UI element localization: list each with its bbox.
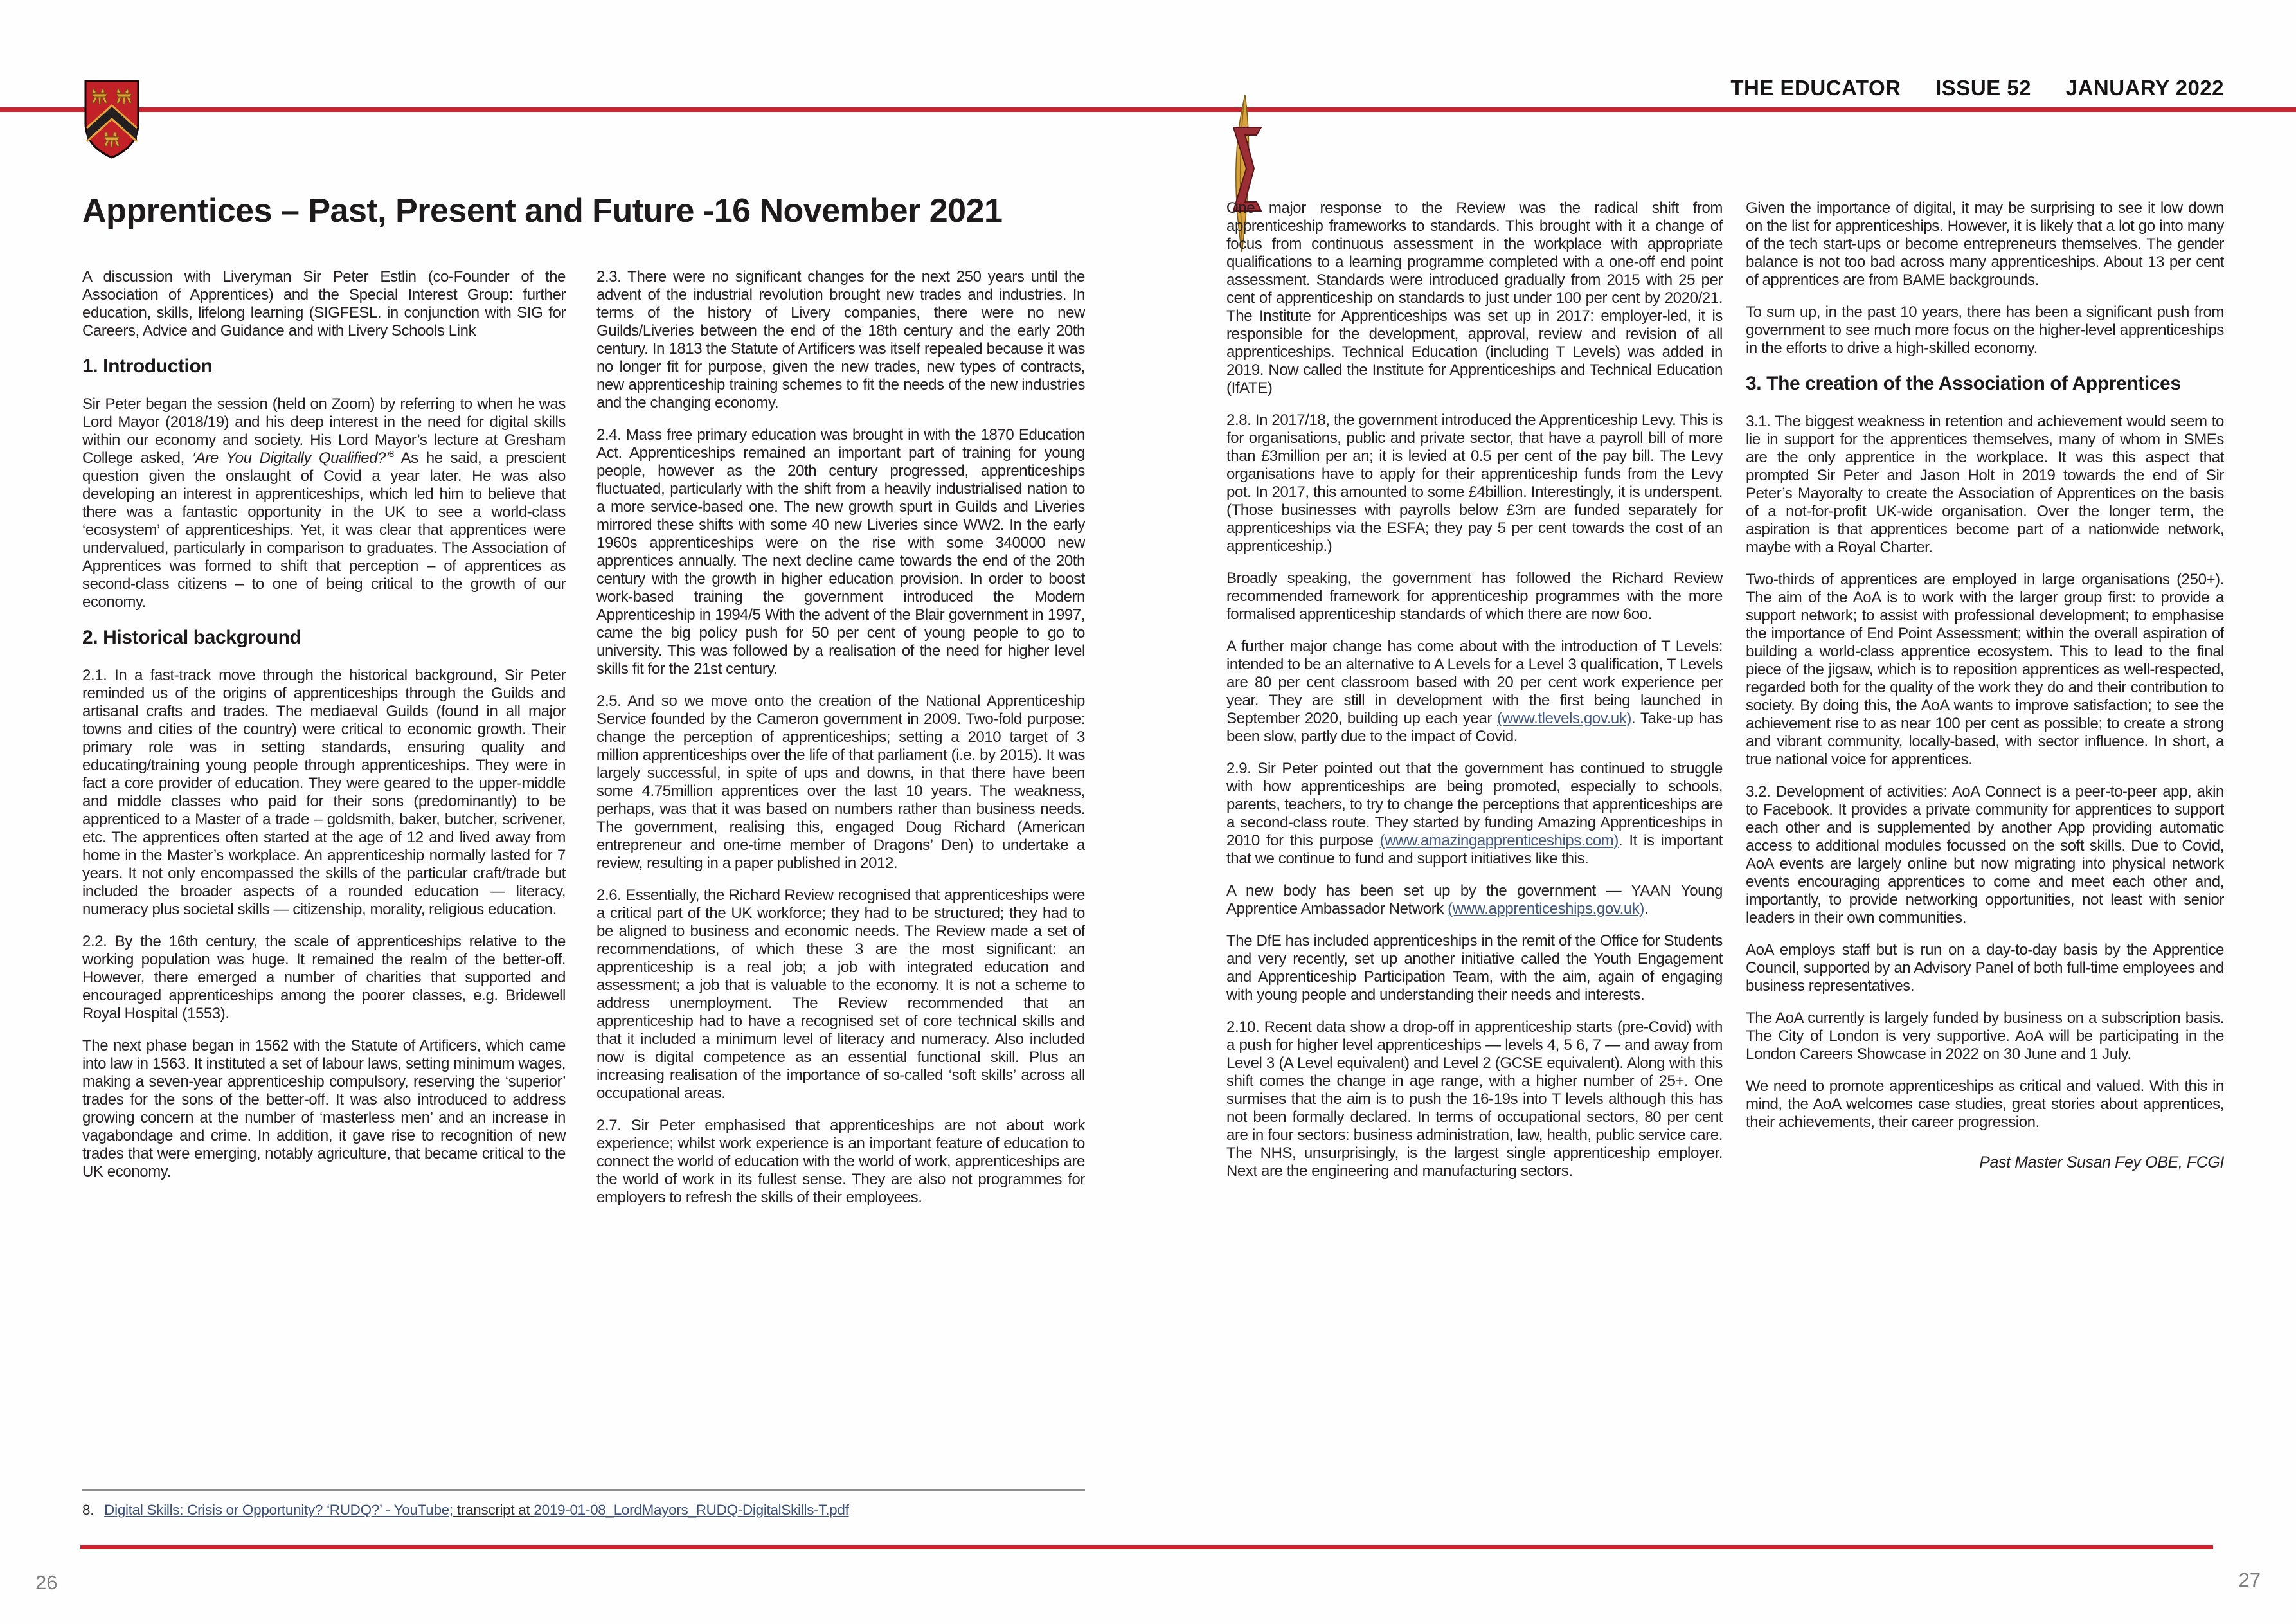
text-run: Broadly speaking, the government has followed the Richard Review recommended framework for apprenticeship programmes with the more formalised apprenticeship standards of which there are now 6oo. [1226,570,1723,623]
body-paragraph [82,933,566,1023]
masthead [1730,76,2224,100]
footnote-link-pdf[interactable]: 2019-01-08_LordMayors_RUDQ-DigitalSkills-T.pdf [534,1502,849,1518]
body-paragraph [1226,570,1723,624]
text-run: 3.1. The biggest weakness in retention and achievement would seem to lie in support for the apprentices themselves, many of whom in SMEs are the only apprentice in the workplace. It was this aspect that prompted Sir Peter and Jason Holt in 2019 towards the end of Sir Peter’s Mayoralty to create the Association of Apprentices on the basis of a not-for-profit UK-wide organisation. Over the longer term, the aspiration is that apprentices become part of a nationwide network, maybe with a Royal Charter. [1746,413,2224,556]
column-right-a [1226,199,1723,1540]
footnote-marker: 8 [389,449,394,460]
footnote-divider [82,1489,1085,1491]
text-run: 2.2. By the 16th century, the scale of apprenticeships relative to the working population was huge. It remained the realm of the better-off. However, there emerged a number of charities that supported and encouraged apprenticeships among the poorer classes, e.g. Bridewell Royal Hospital (1553). [82,933,566,1022]
page-number-right: 27 [2238,1569,2261,1591]
text-run: 2.7. Sir Peter emphasised that apprenticeships are not about work experience; whilst work experience is an important feature of education to connect the world of education with the world of work, apprenticeships are the world of work in its fullest sense. They are also not programmes for employers to refresh the skills of their employees. [596,1117,1085,1206]
body-paragraph [1746,1009,2224,1063]
body-paragraph [596,887,1085,1103]
footnote-number: 8. [82,1502,94,1518]
text-run: 2.6. Essentially, the Richard Review recognised that apprenticeships were a critical part of the UK workforce; they had to be structured; they had to be aligned to business and economic needs. The Review made a set of recommendations, of which these 3 are the most significant: an apprenticeship is a real job; a job with integrated education and assessment; a job that is valuable to the economy. It is not a scheme to address unemployment. The Review recommended that an apprenticeship had to have a recognised set of core technical skills and that it included a minimum level of literacy and numeracy. Also included now is digital competence as an essential functional skill. Plus an increasing realisation of the importance of so-called ‘soft skills’ across all occupational areas. [596,887,1085,1102]
livery-crest-icon [82,77,141,161]
author-byline: Past Master Susan Fey OBE, FCGI [1979,1153,2224,1171]
body-paragraph [596,1117,1085,1207]
inline-link[interactable]: (www.apprenticeships.gov.uk) [1448,900,1644,917]
body-paragraph [1226,760,1723,868]
body-paragraph [1746,571,2224,769]
text-run: One major response to the Review was the radical shift from apprenticeship frameworks to standards. This brought with it a change of focus from continuous assessment in the workplace with appropriate qualifications to a learning programme completed with a one-off end point assessment. Standards were introduced gradually from 2015 with 25 per cent of apprenticeship on standards to just under 100 per cent by 2020/21. The Institute for Apprenticeships was set up in 2017: employer-led, it is responsible for the development, approval, review and revision of all apprenticeships. Technical Education (including T Levels) was added in 2019. Now called the Institute for Apprenticeships and Technical Education (IfATE) [1226,199,1723,397]
text-run: 2.5. And so we move onto the creation of the National Apprenticeship Service founded by the Cameron government in 2009. Two-fold purpose: change the perception of apprenticeships; setting a 2010 target of 3 million apprenticeships over the life of that parliament (i.e. by 2015). It was largely successful, in spite of ups and downs, in that there have been some 4.75million apprentices over the last 10 years. The weakness, perhaps, was that it was based on numbers rather than business needs. The government, realising this, engaged Doug Richard (American entrepreneur and one-time member of Dragons’ Den) to undertake a review, resulting in a paper published in 2012. [596,692,1085,872]
body-paragraph [1746,199,2224,289]
column-left-b [596,268,1085,1483]
text-run: 3.2. Development of activities: AoA Connect is a peer-to-peer app, akin to Facebook. It provides a private community for apprentices to support each other and is supplemented by another App providing automatic access to additional modules focussed on the soft skills. Due to Covid, AoA events are largely online but now migrating into physical network events encouraging apprentices to come and meet each other and, importantly, to provide networking opportunities, not least with senior leaders in their own communities. [1746,783,2224,926]
body-paragraph [596,268,1085,412]
section-heading: 1. Introduction [82,356,213,377]
section-heading: 2. Historical background [82,627,301,648]
text-run: The next phase began in 1562 with the Statute of Artificers, which came into law in 1563. It instituted a set of labour laws, setting minimum wages, making a seven-year apprenticeship compulsory, reserving the ‘superior’ trades for the sons of the better-off. It was also introduced to address growing concern at the number of ‘masterless men’ and an increase in vagabondage and crime. In addition, it gave rise to recognition of new trades that were emerging, notably agriculture, that became critical to the UK economy. [82,1037,566,1180]
top-red-rule [0,107,2296,112]
inline-link[interactable]: (www.tlevels.gov.uk) [1497,710,1631,727]
text-run: As he said, a prescient question given the onslaught of Covid a year later. He was also developing an interest in apprenticeships, which led him to believe that there was a fantastic opportunity in the UK to see a world-class ‘ecosystem’ of apprenticeships. Yet, it was clear that apprentices were undervalued, particularly in comparison to graduates. The Association of Apprentices was formed to shift that perception – of apprentices as second-class citizens – to one of being critical to the growth of our economy. [82,449,566,611]
text-run: The AoA currently is largely funded by business on a subscription basis. The City of London is very supportive. AoA will be participating in the London Careers Showcase in 2022 on 30 June and 1 July. [1746,1009,2224,1063]
body-paragraph [1746,783,2224,927]
text-run: . [1644,900,1649,917]
body-paragraph [1226,882,1723,918]
body-paragraph [596,426,1085,678]
footnote [82,1502,849,1519]
body-paragraph [82,395,566,611]
body-paragraph [1226,411,1723,555]
text-run: Given the importance of digital, it may be surprising to see it low down on the list for apprenticeships. However, it is likely that a lot go into many of the tech start-ups or become entrepreneurs themselves. The gender balance is not too bad across many apprenticeships. About 13 per cent of apprentices are from BAME backgrounds. [1746,199,2224,289]
section-heading: 3. The creation of the Association of Apprentices [1746,373,2181,394]
body-paragraph [1746,303,2224,357]
column-right-b [1746,199,2224,1540]
page-number-left: 26 [35,1571,58,1594]
body-paragraph [596,692,1085,872]
body-paragraph [1226,932,1723,1004]
text-run: Two-thirds of apprentices are employed in large organisations (250+). The aim of the AoA is to work with the larger group first: to provide a support network; to assist with professional development; to emphasise the importance of End Point Assessment; within the overall aspiration of building a world-class apprentice ecosystem. This to lead to the final piece of the jigsaw, which is to reposition apprentices as well-respected, regarded both for the quality of the work they do and their contribution to society. By doing this, the AoA wants to improve satisfaction; to see the achievement rise to as near 100 per cent as possible; to create a strong and vibrant community, locally-based, with sector influence. In short, a true national voice for apprentices. [1746,571,2224,768]
text-run: 2.9. Sir Peter pointed out that the government has continued to struggle with how apprenticeships are being promoted, especially to schools, parents, teachers, to try to change the perceptions that apprenticeships are a second-class route. They started by funding Amazing Apprenticeships in 2010 for this purpose [1226,760,1723,849]
text-run: Sir Peter began the session (held on Zoom) by referring to when he was Lord Mayor (2018/19) and his deep interest in the need for digital skills within our economy and society. His Lord Mayor’s lecture at Gresham College asked, [82,395,566,467]
text-run: The DfE has included apprenticeships in the remit of the Office for Students and very recently, set up another initiative called the Youth Engagement and Apprenticeship Participation Team, with the aim, again of engaging with young people and understanding their needs and interests. [1226,932,1723,1004]
body-paragraph [1746,941,2224,995]
text-run: 2.10. Recent data show a drop-off in apprenticeship starts (pre-Covid) with a push for higher level apprenticeships — levels 4, 5 6, 7 — and away from Level 3 (A Level equivalent) and Level 2 (GCSE equivalent). Along with this shift comes the change in age range, with a higher number of 25+. One surmises that the aim is to push the 16-19s into T levels although this has not been formally declared. In terms of occupational sectors, 80 per cent are in four sectors: business administration, law, health, public service care. The NHS, unsurprisingly, is the largest single apprenticeship employer. Next are the engineering and manufacturing sectors. [1226,1018,1723,1180]
text-run: A new body has been set up by the government — YAAN Young Apprentice Ambassador Network [1226,882,1723,917]
body-paragraph [1226,199,1723,397]
body-paragraph [1226,1018,1723,1180]
body-paragraph [1746,1078,2224,1132]
text-run: We need to promote apprenticeships as critical and valued. With this in mind, the AoA welcomes case studies, great stories about apprentices, their achievements, their career progression. [1746,1078,2224,1131]
text-run: 2.1. In a fast-track move through the historical background, Sir Peter reminded us of the origins of apprenticeships through the Guilds and artisanal crafts and trades. The mediaeval Guilds (found in all major towns and cities of the country) were critical to economic growth. Their primary role was in setting standards, ensuring quality and educating/training young people through apprenticeships. They were in fact a core provider of education. They were geared to the upper-middle and middle classes who paid for their sons (predominantly) to be apprenticed to a Master of a trade – goldsmith, baker, butcher, scrivener, etc. The apprentices often started at the age of 12 and lived away from home in the Master’s workplace. An apprenticeship normally lasted for 7 years. It not only encompassed the skills of the particular craft/trade but included the broader aspects of a rounded education — literacy, numeracy plus societal skills — citizenship, morality, religious education. [82,667,566,918]
text-run: To sum up, in the past 10 years, there has been a significant push from government to see much more focus on the higher-level apprenticeships in the efforts to drive a high-skilled economy. [1746,303,2224,357]
bottom-red-rule [80,1545,2213,1549]
text-run: A further major change has come about with the introduction of T Levels: intended to be an alternative to A Levels for a Level 3 qualification, T Levels are 80 per cent classroom based with 20 per cent work experience per year. They are still in development with the first being launched in September 2020, building up each year [1226,638,1723,727]
footnote-link-youtube[interactable]: Digital Skills: Crisis or Opportunity? ‘RUDQ?’ - YouTube; [104,1502,453,1518]
text-run: 2.8. In 2017/18, the government introduced the Apprenticeship Levy. This is for organisations, public and private sector, that have a payroll bill of more than £3million per an; it is levied at 0.5 per cent of the pay bill. The Levy organisations have to apply for their apprenticeship funds from the Levy pot. In 2017, this amounted to some £4billion. Interestingly, it is underspent. (Those businesses with payrolls below £3m are funded separately for apprenticeships via the ESFA; they pay 5 per cent towards the cost of an apprenticeship.) [1226,411,1723,555]
body-paragraph [82,667,566,919]
text-run: ‘Are You Digitally Qualified?’ [192,449,390,467]
text-run: 2.4. Mass free primary education was brought in with the 1870 Education Act. Apprenticeships remained an important part of training for young people, however as the 20th century progressed, apprenticeships fluctuated, particularly with the shift from a heavily industrialised nation to a more service-based one. The new growth spurt in Guilds and Liveries mirrored these shifts with some 40 new Liveries since WW2. In the early 1960s apprenticeships were on the rise with some 340000 new apprentices annually. The next decline came towards the end of the 20th century with the growth in higher education provision. In order to boost work-based training the government introduced the Modern Apprenticeship in 1994/5 With the advent of the Blair government in 1997, came the big policy push for 50 per cent of young people to go to university. This was followed by a realisation of the need for higher level skills fit for the 21st century. [596,426,1085,678]
body-paragraph [1226,638,1723,746]
text-run: A discussion with Liveryman Sir Peter Estlin (co-Founder of the Association of Apprentices) and the Special Interest Group: further education, skills, lifelong learning (SIGFESL. in conjunction with SIG for Careers, Advice and Guidance and with Livery Schools Link [82,268,566,339]
footnote-transcript-text: transcript at [453,1502,534,1518]
body-paragraph [1746,413,2224,557]
masthead-date: JANUARY 2022 [2065,76,2224,100]
masthead-magazine: THE EDUCATOR [1730,76,1901,100]
text-run: . It is important that we continue to fund and support initiatives like this. [1226,832,1723,867]
body-paragraph [82,1037,566,1181]
body-paragraph [82,268,566,340]
text-run: AoA employs staff but is run on a day-to-day basis by the Apprentice Council, supported by an Advisory Panel of both full-time employees and business representatives. [1746,941,2224,995]
inline-link[interactable]: (www.amazingapprenticeships.com) [1379,832,1619,849]
column-left-a [82,268,566,1483]
article-title: Apprentices – Past, Present and Future -16 November 2021 [82,192,1003,230]
text-run: . Take-up has been slow, partly due to the impact of Covid. [1226,710,1723,745]
text-run: 2.3. There were no significant changes for the next 250 years until the advent of the industrial revolution brought new trades and industries. In terms of the history of Livery companies, there were no new Guilds/Liveries between the end of the 18th century and the early 20th century. In 1813 the Statute of Artificers was itself repealed because it was no longer fit for purpose, given the new trades, new types of contracts, new apprenticeship training schemes to fit the needs of the new industries and the changing economy. [596,268,1085,411]
masthead-issue: ISSUE 52 [1935,76,2032,100]
